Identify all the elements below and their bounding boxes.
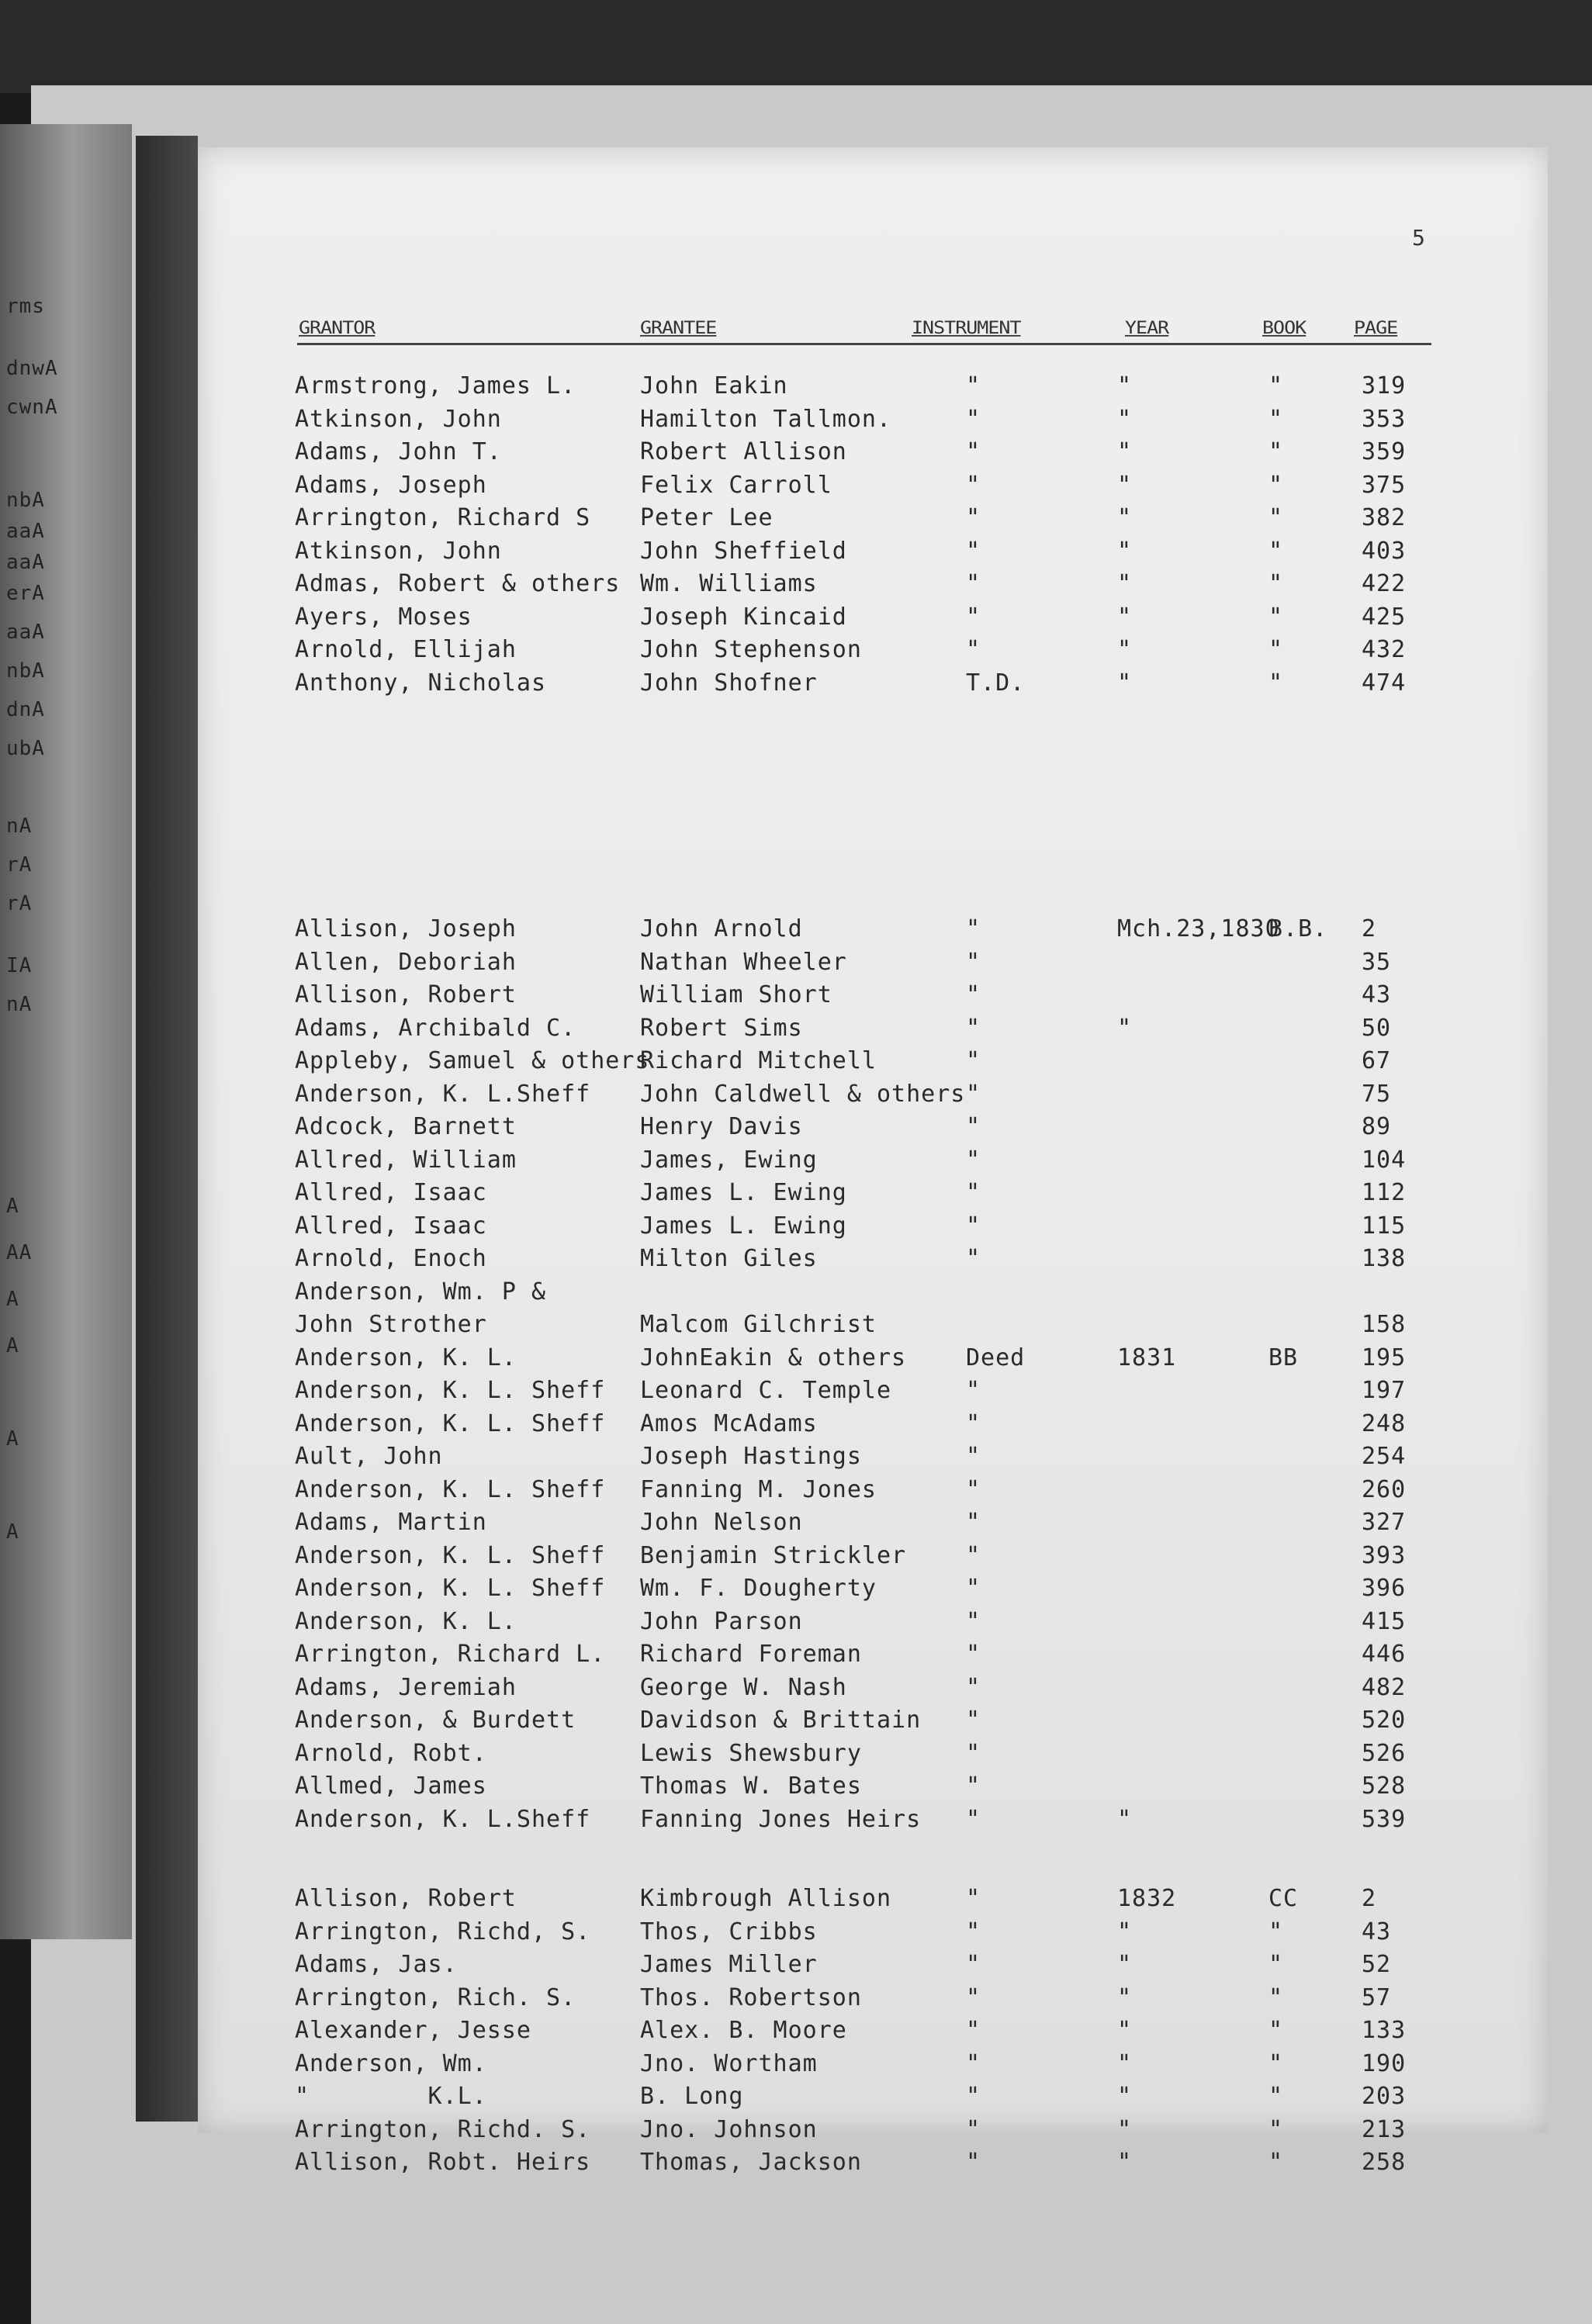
- header-grantee: GRANTEE: [640, 317, 717, 338]
- cell-instrument: ": [966, 1739, 981, 1767]
- cell-year: ": [1117, 2149, 1133, 2176]
- cell-grantee: Felix Carroll: [640, 471, 832, 499]
- cell-year: ": [1117, 438, 1133, 465]
- cell-book: ": [1268, 1983, 1284, 2011]
- cell-page: 197: [1362, 1377, 1407, 1404]
- cell-instrument: ": [966, 1983, 981, 2011]
- cell-grantee: JohnEakin & others: [640, 1344, 907, 1371]
- cell-grantor: Arnold, Robt.: [295, 1739, 487, 1767]
- fragment-text: nbA: [6, 659, 45, 683]
- cell-grantor: Allison, Robert: [295, 1885, 517, 1912]
- cell-grantor: Arrington, Richd. S.: [295, 2115, 591, 2143]
- cell-book: ": [1268, 2049, 1284, 2077]
- cell-instrument: ": [966, 981, 981, 1008]
- cell-instrument: ": [966, 1409, 981, 1437]
- cell-book: ": [1268, 537, 1284, 565]
- cell-instrument: ": [966, 2149, 981, 2176]
- cell-grantee: John Sheffield: [640, 537, 847, 565]
- cell-page: 57: [1362, 1983, 1392, 2011]
- cell-page: 248: [1362, 1409, 1407, 1437]
- cell-year: ": [1117, 1014, 1133, 1042]
- cell-grantee: Milton Giles: [640, 1245, 818, 1272]
- cell-grantor: Anderson, K. L.: [295, 1607, 517, 1635]
- cell-grantee: John Arnold: [640, 915, 803, 942]
- cell-page: 52: [1362, 1951, 1392, 1978]
- cell-page: 403: [1362, 537, 1407, 565]
- cell-grantee: Wm. Williams: [640, 570, 818, 597]
- cell-grantee: Peter Lee: [640, 504, 774, 531]
- index-page: [198, 147, 1548, 2176]
- cell-book: ": [1268, 669, 1284, 697]
- cell-grantee: Malcom Gilchrist: [640, 1311, 877, 1338]
- fragment-text: nA: [6, 993, 33, 1016]
- cell-page: 432: [1362, 636, 1407, 663]
- cell-page: 446: [1362, 1641, 1407, 1668]
- cell-grantor: Arrington, Richd, S.: [295, 1918, 591, 1945]
- cell-grantee: James L. Ewing: [640, 1179, 847, 1206]
- fragment-text: aaA: [6, 621, 45, 644]
- fragment-text: dnwA: [6, 357, 58, 380]
- cell-year: ": [1117, 2017, 1133, 2044]
- cell-book: BB: [1268, 1344, 1299, 1371]
- cell-book: ": [1268, 2083, 1284, 2110]
- cell-instrument: ": [966, 1885, 981, 1912]
- cell-page: 115: [1362, 1212, 1407, 1240]
- cell-page: 75: [1362, 1080, 1392, 1108]
- cell-grantor: Allred, Isaac: [295, 1212, 487, 1240]
- cell-grantor: Anderson, K. L. Sheff: [295, 1541, 606, 1569]
- cell-grantor: Ault, John: [295, 1443, 443, 1470]
- fragment-text: AA: [6, 1241, 33, 1264]
- cell-page: 382: [1362, 504, 1407, 531]
- cell-instrument: ": [966, 1673, 981, 1701]
- cell-book: ": [1268, 2017, 1284, 2044]
- cell-grantor: Anderson, K. L. Sheff: [295, 1575, 606, 1602]
- cell-grantee: John Parson: [640, 1607, 803, 1635]
- cell-instrument: ": [966, 1541, 981, 1569]
- cell-year: ": [1117, 2115, 1133, 2143]
- fragment-text: rA: [6, 853, 33, 877]
- cell-page: 474: [1362, 669, 1407, 697]
- cell-instrument: ": [966, 1575, 981, 1602]
- cell-page: 43: [1362, 981, 1392, 1008]
- cell-grantor: Allison, Robert: [295, 981, 517, 1008]
- cell-page: 67: [1362, 1047, 1392, 1074]
- cell-instrument: ": [966, 1212, 981, 1240]
- fragment-text: rA: [6, 892, 33, 915]
- cell-page: 258: [1362, 2149, 1407, 2176]
- cell-instrument: ": [966, 1951, 981, 1978]
- cell-page: 112: [1362, 1179, 1407, 1206]
- cell-book: ": [1268, 603, 1284, 631]
- cell-grantee: Robert Sims: [640, 1014, 803, 1042]
- cell-grantor: Ayers, Moses: [295, 603, 472, 631]
- cell-page: 393: [1362, 1541, 1407, 1569]
- fragment-text: A: [6, 1195, 19, 1218]
- header-page: PAGE: [1354, 317, 1398, 338]
- cell-grantee: Joseph Kincaid: [640, 603, 847, 631]
- cell-page: 2: [1362, 915, 1377, 942]
- cell-grantee: John Nelson: [640, 1509, 803, 1536]
- cell-grantee: Fanning M. Jones: [640, 1475, 877, 1503]
- cell-grantee: B. Long: [640, 2083, 744, 2110]
- cell-book: ": [1268, 2115, 1284, 2143]
- cell-year: ": [1117, 2083, 1133, 2110]
- cell-instrument: ": [966, 1509, 981, 1536]
- cell-grantor: Adams, Martin: [295, 1509, 487, 1536]
- cell-grantor: Anderson, K. L.Sheff: [295, 1080, 591, 1108]
- cell-grantee: Nathan Wheeler: [640, 948, 847, 976]
- header-instrument: INSTRUMENT: [912, 317, 1021, 338]
- cell-book: ": [1268, 636, 1284, 663]
- header-year: YEAR: [1125, 317, 1169, 338]
- cell-grantor: Anderson, K. L.Sheff: [295, 1805, 591, 1833]
- header-book: BOOK: [1262, 317, 1306, 338]
- cell-grantee: Richard Mitchell: [640, 1047, 877, 1074]
- scan-top-border: [0, 0, 1592, 93]
- cell-grantor: Arnold, Enoch: [295, 1245, 487, 1272]
- cell-year: ": [1117, 372, 1133, 399]
- cell-grantee: Jno. Wortham: [640, 2049, 818, 2077]
- cell-year: 1832: [1117, 1885, 1177, 1912]
- cell-grantee: Robert Allison: [640, 438, 847, 465]
- cell-grantee: James Miller: [640, 1951, 818, 1978]
- cell-book: ": [1268, 438, 1284, 465]
- cell-page: 359: [1362, 438, 1407, 465]
- cell-year: ": [1117, 405, 1133, 433]
- adjacent-page-fragment: [0, 124, 132, 1939]
- cell-book: ": [1268, 570, 1284, 597]
- cell-grantee: William Short: [640, 981, 832, 1008]
- cell-page: 528: [1362, 1772, 1407, 1800]
- cell-instrument: ": [966, 537, 981, 565]
- cell-grantee: Kimbrough Allison: [640, 1885, 892, 1912]
- cell-grantor: Alexander, Jesse: [295, 2017, 531, 2044]
- cell-year: ": [1117, 537, 1133, 565]
- cell-instrument: Deed: [966, 1344, 1026, 1371]
- cell-grantor: Arrington, Rich. S.: [295, 1983, 576, 2011]
- cell-grantee: Lewis Shewsbury: [640, 1739, 862, 1767]
- fragment-text: nbA: [6, 489, 45, 512]
- cell-page: 375: [1362, 471, 1407, 499]
- cell-book: ": [1268, 2149, 1284, 2176]
- cell-grantee: John Shofner: [640, 669, 818, 697]
- cell-grantee: Thomas, Jackson: [640, 2149, 862, 2176]
- cell-grantee: Thos. Robertson: [640, 1983, 862, 2011]
- cell-page: 190: [1362, 2049, 1407, 2077]
- fragment-text: A: [6, 1288, 19, 1311]
- cell-year: ": [1117, 1918, 1133, 1945]
- cell-grantor: Adams, Jas.: [295, 1951, 458, 1978]
- cell-grantor: Adams, Jeremiah: [295, 1673, 517, 1701]
- cell-page: 319: [1362, 372, 1407, 399]
- cell-page: 539: [1362, 1805, 1407, 1833]
- cell-instrument: ": [966, 1443, 981, 1470]
- cell-grantee: Alex. B. Moore: [640, 2017, 847, 2044]
- page-number: 5: [1412, 225, 1425, 251]
- cell-grantor: Anderson, K. L. Sheff: [295, 1475, 606, 1503]
- cell-instrument: ": [966, 405, 981, 433]
- cell-grantor: Allred, William: [295, 1146, 517, 1174]
- fragment-text: erA: [6, 582, 45, 605]
- cell-instrument: ": [966, 1146, 981, 1174]
- cell-page: 526: [1362, 1739, 1407, 1767]
- cell-year: 1831: [1117, 1344, 1177, 1371]
- cell-page: 415: [1362, 1607, 1407, 1635]
- cell-year: ": [1117, 504, 1133, 531]
- cell-grantee: Wm. F. Dougherty: [640, 1575, 877, 1602]
- cell-instrument: ": [966, 1377, 981, 1404]
- cell-grantor: Allred, Isaac: [295, 1179, 487, 1206]
- cell-page: 158: [1362, 1311, 1407, 1338]
- cell-page: 138: [1362, 1245, 1407, 1272]
- cell-page: 327: [1362, 1509, 1407, 1536]
- cell-grantor: Appleby, Samuel & others: [295, 1047, 650, 1074]
- cell-instrument: ": [966, 1014, 981, 1042]
- cell-page: 396: [1362, 1575, 1407, 1602]
- header-grantor: GRANTOR: [299, 317, 376, 338]
- cell-grantor: Anderson, K. L. Sheff: [295, 1409, 606, 1437]
- cell-grantee: Henry Davis: [640, 1113, 803, 1140]
- cell-year: ": [1117, 636, 1133, 663]
- cell-page: 89: [1362, 1113, 1392, 1140]
- cell-instrument: ": [966, 1475, 981, 1503]
- header-rule: [297, 343, 1431, 345]
- cell-page: 2: [1362, 1885, 1377, 1912]
- cell-book: ": [1268, 372, 1284, 399]
- cell-grantor: Adams, John T.: [295, 438, 502, 465]
- cell-grantor: Allmed, James: [295, 1772, 487, 1800]
- cell-year: ": [1117, 2049, 1133, 2077]
- cell-instrument: ": [966, 915, 981, 942]
- cell-page: 104: [1362, 1146, 1407, 1174]
- cell-grantor: Armstrong, James L.: [295, 372, 576, 399]
- fragment-text: nA: [6, 814, 33, 838]
- cell-page: 213: [1362, 2115, 1407, 2143]
- cell-grantee: Thomas W. Bates: [640, 1772, 862, 1800]
- cell-instrument: ": [966, 438, 981, 465]
- cell-page: 254: [1362, 1443, 1407, 1470]
- cell-grantor: Arrington, Richard S: [295, 504, 591, 531]
- cell-grantee: Benjamin Strickler: [640, 1541, 907, 1569]
- cell-grantor: Adcock, Barnett: [295, 1113, 517, 1140]
- cell-grantee: Fanning Jones Heirs: [640, 1805, 922, 1833]
- cell-instrument: ": [966, 1179, 981, 1206]
- cell-book: ": [1268, 471, 1284, 499]
- fragment-text: aaA: [6, 551, 45, 574]
- cell-grantee: Amos McAdams: [640, 1409, 818, 1437]
- cell-instrument: ": [966, 2017, 981, 2044]
- cell-instrument: ": [966, 1245, 981, 1272]
- cell-instrument: ": [966, 1918, 981, 1945]
- cell-instrument: ": [966, 2083, 981, 2110]
- cell-grantor: Anderson, Wm.: [295, 2049, 487, 2077]
- cell-instrument: ": [966, 2049, 981, 2077]
- cell-grantee: John Stephenson: [640, 636, 862, 663]
- cell-grantee: James L. Ewing: [640, 1212, 847, 1240]
- cell-grantor: Anthony, Nicholas: [295, 669, 547, 697]
- cell-page: 422: [1362, 570, 1407, 597]
- cell-page: 353: [1362, 405, 1407, 433]
- cell-grantee: Leonard C. Temple: [640, 1377, 892, 1404]
- cell-page: 50: [1362, 1014, 1392, 1042]
- cell-grantor: Anderson, K. L.: [295, 1344, 517, 1371]
- cell-instrument: ": [966, 2115, 981, 2143]
- cell-grantee: Jno. Johnson: [640, 2115, 818, 2143]
- cell-instrument: T.D.: [966, 669, 1026, 697]
- cell-grantor: Anderson, K. L. Sheff: [295, 1377, 606, 1404]
- cell-instrument: ": [966, 948, 981, 976]
- cell-grantor: Anderson, Wm. P &: [295, 1278, 547, 1306]
- cell-page: 520: [1362, 1707, 1407, 1734]
- cell-grantor: John Strother: [295, 1311, 487, 1338]
- fragment-text: A: [6, 1427, 19, 1451]
- fragment-text: aaA: [6, 520, 45, 543]
- cell-page: 133: [1362, 2017, 1407, 2044]
- cell-grantor: Admas, Robert & others: [295, 570, 621, 597]
- fragment-text: ubA: [6, 737, 45, 760]
- cell-book: ": [1268, 405, 1284, 433]
- cell-grantee: James, Ewing: [640, 1146, 818, 1174]
- cell-instrument: ": [966, 570, 981, 597]
- cell-year: ": [1117, 1983, 1133, 2011]
- cell-grantor: " K.L.: [295, 2083, 487, 2110]
- cell-instrument: ": [966, 504, 981, 531]
- cell-grantor: Allison, Robt. Heirs: [295, 2149, 591, 2176]
- fragment-text: A: [6, 1520, 19, 1544]
- cell-instrument: ": [966, 1080, 981, 1108]
- cell-page: 195: [1362, 1344, 1407, 1371]
- cell-instrument: ": [966, 1805, 981, 1833]
- cell-grantee: Thos, Cribbs: [640, 1918, 818, 1945]
- cell-instrument: ": [966, 471, 981, 499]
- cell-instrument: ": [966, 1772, 981, 1800]
- binder-edge: [136, 136, 198, 2122]
- cell-instrument: ": [966, 636, 981, 663]
- cell-book: ": [1268, 1918, 1284, 1945]
- cell-book: ": [1268, 1951, 1284, 1978]
- cell-year: Mch.23,1830: [1117, 915, 1280, 942]
- cell-instrument: ": [966, 1113, 981, 1140]
- cell-page: 425: [1362, 603, 1407, 631]
- cell-page: 43: [1362, 1918, 1392, 1945]
- cell-page: 203: [1362, 2083, 1407, 2110]
- cell-grantor: Adams, Joseph: [295, 471, 487, 499]
- cell-grantee: John Eakin: [640, 372, 788, 399]
- fragment-text: cwnA: [6, 396, 58, 419]
- cell-instrument: ": [966, 603, 981, 631]
- cell-page: 482: [1362, 1673, 1407, 1701]
- cell-year: ": [1117, 669, 1133, 697]
- cell-instrument: ": [966, 1641, 981, 1668]
- cell-instrument: ": [966, 372, 981, 399]
- fragment-text: dnA: [6, 698, 45, 721]
- cell-book: B.B.: [1268, 915, 1328, 942]
- cell-grantee: George W. Nash: [640, 1673, 847, 1701]
- cell-grantee: Hamilton Tallmon.: [640, 405, 892, 433]
- cell-instrument: ": [966, 1047, 981, 1074]
- cell-page: 260: [1362, 1475, 1407, 1503]
- cell-grantor: Arrington, Richard L.: [295, 1641, 606, 1668]
- cell-grantor: Anderson, & Burdett: [295, 1707, 576, 1734]
- cell-grantor: Arnold, Ellijah: [295, 636, 517, 663]
- cell-grantor: Allison, Joseph: [295, 915, 517, 942]
- cell-grantee: Davidson & Brittain: [640, 1707, 922, 1734]
- fragment-text: IA: [6, 954, 33, 977]
- cell-book: CC: [1268, 1885, 1299, 1912]
- cell-page: 35: [1362, 948, 1392, 976]
- cell-year: ": [1117, 1805, 1133, 1833]
- cell-year: ": [1117, 603, 1133, 631]
- cell-grantee: Joseph Hastings: [640, 1443, 862, 1470]
- cell-grantor: Atkinson, John: [295, 537, 502, 565]
- cell-grantee: Richard Foreman: [640, 1641, 862, 1668]
- fragment-text: A: [6, 1334, 19, 1357]
- cell-book: ": [1268, 504, 1284, 531]
- cell-grantor: Atkinson, John: [295, 405, 502, 433]
- cell-year: ": [1117, 471, 1133, 499]
- cell-grantor: Adams, Archibald C.: [295, 1014, 576, 1042]
- cell-year: ": [1117, 570, 1133, 597]
- cell-grantor: Allen, Deboriah: [295, 948, 517, 976]
- cell-instrument: ": [966, 1707, 981, 1734]
- cell-instrument: ": [966, 1607, 981, 1635]
- fragment-text: rms: [6, 295, 45, 318]
- cell-year: ": [1117, 1951, 1133, 1978]
- cell-grantee: John Caldwell & others: [640, 1080, 966, 1108]
